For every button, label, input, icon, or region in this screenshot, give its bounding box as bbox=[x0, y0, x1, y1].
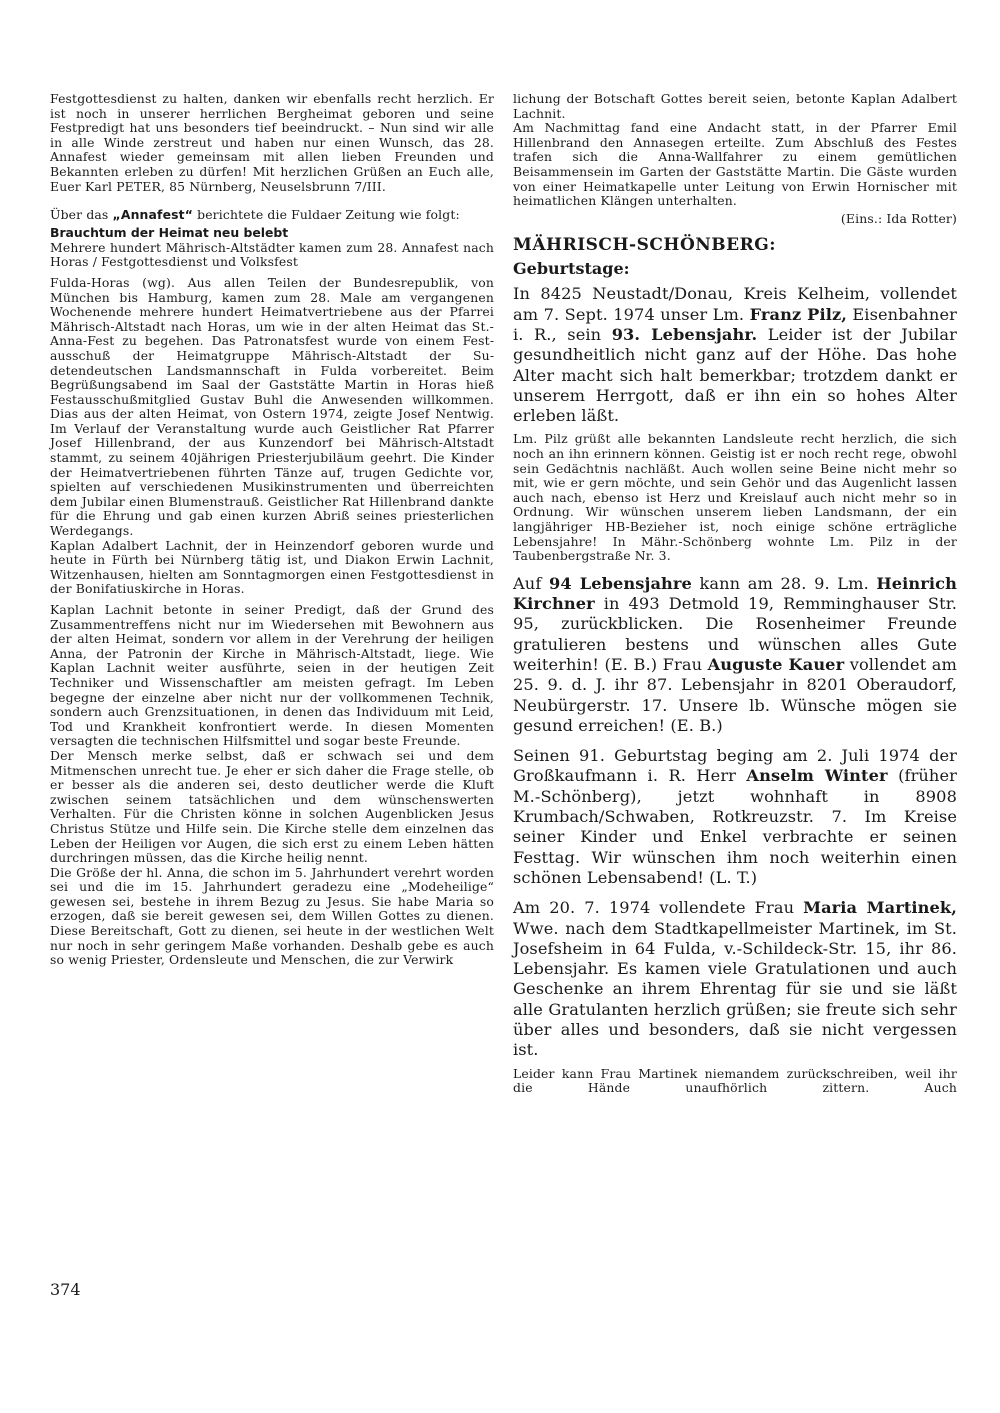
intro-paragraph: Festgottesdienst zu halten, danken wir ebenfalls recht herzlich. Er ist noch in unserer herrlichen Bergheimat geboren und seine Festpredigt hat uns besonders tief beeindruckt. – Nun sind wir alle in alle Winde zerstreut und haben nur einen Wunsch, das 28. Annafest wieder gemeinsam mit allen lieben Freunden und Bekannten erleben zu dürfen! Mit herzlichen Grüßen an Euch alle, Euer Karl PETER, 85 Nürnberg, Neuselsbrunn 7/III. bbox=[50, 91, 494, 194]
entry-text: In 8425 Neustadt/Donau, Kreis Kelheim, vollendet am 7. Sept. 1974 unser Lm. bbox=[513, 284, 957, 324]
article-subtitle: Mehrere hundert Mährisch-Altstädter kamen zum 28. Annafest nach Horas / Festgottesdienst und Volksfest bbox=[50, 239, 494, 270]
article-title: Brauchtum der Heimat neu belebt bbox=[50, 224, 289, 240]
article-paragraph: Fulda-Horas (wg). Aus allen Teilen der Bundesrepublik, von München bis Hamburg, kamen zum 28. Male am vergangenen Wochenende mehrere hundert Heimatvertriebene aus der Pfarrei Mährisch-Altstadt nach Horas, um wie in der alten Heimat das St.-Anna-Fest zu begehen. Das Patronatsfest wurde von einem Festausschuß der Heimatgruppe Mährisch-Altstadt der Sudetendeutschen Landsmannschaft in Fulda vorbereitet. Beim Begrüßungsabend im Saal der Gaststätte Martin in Horas hieß Festausschußmitglied Gustav Buhl die Anwesenden willkommen. Dias aus der alten Heimat, von Ostern 1974, zeigte Josef Nentwig. Im Verlauf der Veranstaltung wurde auch Geistlicher Rat Pfarrer Josef Hillenbrand, der aus Kunzendorf bei Mährisch-Altstadt stammt, zu seinem 40jährigen Priesterjubiläum geehrt. Die Kinder der Heimatvertriebenen führten Tänze auf, trugen Gedichte vor, spielten auf verschiedenen Musikinstrumenten und überreichten dem Jubilar einen Blumenstrauß. Geistlicher Rat Hillenbrand dankte für die Ehrung und gab einen kurzen Abriß seines priesterlichen Werdegangs. bbox=[50, 274, 494, 539]
entry-text: Wwe. nach dem Stadtkapellmeister Martinek, im St. Josefsheim in 64 Fulda, v.-Schildeck-Str. 15, ihr 86. Lebensjahr. Es kamen viele Gratulationen und auch Geschenke an ihrem Ehrentag für sie und sie läßt alle Gratulanten herzlich grüßen; sie freute sich sehr über alles und besonders, daß sie nicht vergessen ist. bbox=[513, 918, 957, 1060]
report-intro bbox=[50, 208, 494, 223]
article-paragraph: Kaplan Adalbert Lachnit, der in Heinzendorf geboren wurde und heute in Fürth bei Nürnberg tätig ist, und Diakon Erwin Lachnit, Witzenhausen, hielten am Sonntagmorgen einen Festgottesdienst in der Bonifatiuskirche in Horas. bbox=[50, 537, 494, 597]
entry-text: vollendet am 25. 9. d. J. ihr 87. Lebensjahr in 8201 Oberaudorf, Neubürgerstr. 17. Unsere lb. Wünsche mögen sie gesund erreichen! (E. B.) bbox=[513, 654, 957, 735]
entry-text: Leider ist der Jubilar gesundheitlich nicht ganz auf der Höhe. Das hohe Alter macht sich halt bemerkbar; trotzdem dankt er unserem Herrgott, daß er ihn ein so hohes Alter erleben läßt. bbox=[513, 324, 957, 426]
entry-text: Eisenbahner i. R., sein bbox=[513, 304, 957, 344]
person-name: Anselm Winter bbox=[746, 766, 888, 786]
left-column bbox=[50, 92, 494, 968]
birthday-entry-winter bbox=[513, 746, 957, 888]
continuation-paragraph: Am Nachmittag fand eine Andacht statt, in der Pfarrer Emil Hillenbrand den Annasegen erteilte. Zum Abschluß des Festes trafen sich die Anna-Wallfahrer zu einem gemütlichen Beisammensein im Garten der Gaststätte Martin. Die Gäste wurden von einer Heimatkapelle unter Leitung von Erwin Hornischer mit heimatlichen Klängen unterhalten. bbox=[513, 120, 957, 209]
page-number: 374 bbox=[50, 1280, 81, 1299]
person-name: Maria Martinek, bbox=[803, 898, 957, 918]
birthday-entry-kirchner bbox=[513, 574, 957, 736]
right-column bbox=[513, 92, 957, 1096]
report-intro-bold: „Annafest“ bbox=[112, 207, 194, 223]
person-name: Auguste Kauer bbox=[707, 654, 845, 674]
birthday-entry-pilz bbox=[513, 284, 957, 426]
section-subheading: Geburtstage: bbox=[513, 259, 630, 279]
entry-text: Seinen 91. Geburtstag beging am 2. Juli 1974 der Großkaufmann i. R. Herr bbox=[513, 746, 957, 786]
entry-text: (früher M.-Schönberg), jetzt wohnhaft in 8908 Krumbach/Schwaben, Rotkreuzstr. 7. Im Kreise seiner Kinder und Enkel verbrachte er seinen Festtag. Wir wünschen ihm noch weiterhin einen schönen Lebensabend! (L. T.) bbox=[513, 766, 957, 887]
section-heading: MÄHRISCH-SCHÖNBERG: bbox=[513, 235, 777, 256]
birthday-entry-pilz-note: Lm. Pilz grüßt alle bekannten Landsleute recht herzlich, die sich noch an ihn erinnern können. Geistig ist er noch recht rege, obwohl sein Gedächtnis nachläßt. Auch wollen seine Beine nicht mehr so mit, wie er gern möchte, und sein Gehör und das Augenlicht lassen auch nach, ebenso ist Herz und Kreislauf auch nicht mehr so in Ordnung. Wir wünschen unserem lieben Landsmann, der ein langjähriger HB-Bezieher ist, noch einige schöne erträgliche Lebensjahre! In Mähr.-Schönberg wohnte Lm. Pilz in der Taubenbergstraße Nr. 3. bbox=[513, 431, 957, 564]
entry-text: in 493 Detmold 19, Remminghauser Str. 95, zurückblicken. Die Rosenheimer Freunde gratulieren bestens und wünschen alles Gute weiterhin! (E. B.) Frau bbox=[513, 594, 957, 674]
age-highlight: 93. Lebensjahr. bbox=[611, 324, 758, 344]
signature: (Eins.: Ida Rotter) bbox=[840, 210, 957, 226]
report-intro-before: Über das bbox=[50, 207, 113, 223]
continuation-paragraph: lichung der Botschaft Gottes bereit seien, betonte Kaplan Adalbert Lachnit. bbox=[513, 91, 957, 121]
birthday-entry-martinek bbox=[513, 898, 957, 1060]
article-paragraph: Kaplan Lachnit betonte in seiner Predigt, daß der Grund des Zusammentreffens nicht nur im Wiedersehen mit Bewohnern aus der alten Heimat, sondern vor allem in der Verehrung der heiligen Anna, der Patronin der Kirche in Mährisch-Altstadt, liege. Wie Kaplan Lachnit weiter ausführte, seien in der heutigen Zeit Techniker und Wissenschaftler am meisten gefragt. Im Leben begegne der einzelne aber nicht nur der vollkommenen Technik, sondern auch Grenzsituationen, in denen das Individuum mit Leid, Tod und Krankheit konfrontiert werde. In diesen Momenten versagten die technischen Hilfsmittel und sogar beste Freunde. bbox=[50, 602, 494, 749]
person-name: Heinrich Kirchner bbox=[513, 573, 957, 614]
report-intro-after: berichtete die Fuldaer Zeitung wie folgt: bbox=[193, 207, 460, 223]
article-paragraph: Die Größe der hl. Anna, die schon im 5. Jahrhundert verehrt worden sei und die im 15. Jahrhundert geradezu eine „Modeheilige“ gewesen sei, bestehe in ihrem Bezug zu Jesus. Sie habe Maria so erzogen, daß sie bereit gewesen sei, dem Willen Gottes zu dienen. Diese Bereitschaft, Gott zu dienen, sei heute in der westlichen Welt nur noch in sehr geringem Maße vorhanden. Deshalb gebe es auch so wenig Priester, Ordensleute und Menschen, die zur Verwirk bbox=[50, 864, 494, 968]
birthday-entry-martinek-note: Leider kann Frau Martinek niemandem zurückschreiben, weil ihr die Hände unaufhörlich zittern. Auch bbox=[513, 1065, 957, 1096]
article-paragraph: Der Mensch merke selbst, daß er schwach sei und dem Mitmenschen unrecht tue. Je eher er sich daher die Frage stelle, ob er besser als die anderen sei, desto deutlicher werde die Kluft zwischen seinem tatsächlichen und dem wünschenswerten Verhalten. Für die Christen könne in solchen Augenblicken Jesus Christus Stütze und Hilfe sein. Die Kirche stelle dem einzelnen das Leben der Heiligen vor Augen, die sich erst zu einem Leben hätten durchringen müssen, das die Kirche heilig nennt. bbox=[50, 747, 494, 866]
entry-text: Am 20. 7. 1974 vollendete Frau bbox=[513, 898, 804, 918]
entry-text: kann am 28. 9. Lm. bbox=[691, 573, 877, 593]
person-name: Franz Pilz, bbox=[749, 304, 847, 324]
entry-text: Auf bbox=[513, 573, 549, 593]
age-highlight: 94 Lebensjahre bbox=[548, 573, 692, 593]
